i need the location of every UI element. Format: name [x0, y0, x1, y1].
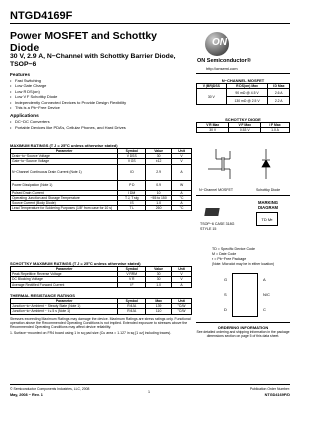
table-row: DC Blocking Voltage V R 30 V — [11, 277, 192, 282]
website-link[interactable]: http://onsemi.com — [206, 66, 238, 71]
table-row: Junction−to−Ambient − t ≤ 5 s (Note 1) R θJA 110 °C/W — [11, 309, 192, 314]
page-number: 1 — [148, 390, 150, 394]
footer-divider — [10, 384, 290, 385]
pin-label-right: C — [263, 307, 266, 312]
feature-item: • Low Gate Charge — [10, 83, 190, 88]
pin-label-right: A — [263, 277, 266, 282]
ordering-heading: ORDERING INFORMATION — [217, 325, 269, 330]
table-row: Junction−to−Ambient − Steady State (Note 1) R θJA 139 °C/W — [11, 304, 192, 309]
footer-copyright: © Semiconductor Components Industries, LLC, 2008 — [10, 387, 90, 391]
page-title: Power MOSFET and Schottky Diode — [10, 30, 158, 54]
mosfet-symbol — [208, 149, 230, 179]
feature-item: • This is a Pb−Free Device — [10, 105, 190, 110]
table-row: Source Current (Body Diode) I S 1.0 A — [11, 201, 192, 206]
marking-heading: MARKING DIAGRAM — [257, 200, 278, 210]
schottky-max-section — [10, 261, 192, 288]
feature-item: • Independently Connected Devices to Provide Design Flexibility — [10, 100, 190, 105]
marking-legend: TD = Specific Device Code M = Date Code ▪ = Pb−Free Package (Note: Microdot may be in either location) — [212, 247, 275, 266]
max-ratings-section — [10, 143, 192, 211]
note-1: 1. Surface−mounted on FR4 board using 1 in sq pad size (Cu area = 1.127 in sq [1 oz] including traces). — [10, 330, 172, 335]
schottky-table: V R Max V F Max I F Max 30 V 0.53 V 1.0 A — [196, 122, 290, 133]
logo-text: ON — [212, 37, 227, 48]
schottky-heading: SCHOTTKY DIODE — [225, 117, 261, 122]
features-list — [10, 78, 190, 110]
feature-item: • Fast Switching — [10, 78, 190, 83]
table-row: 30 V 90 mΩ @ 4.5 V 2.6 A — [197, 89, 290, 97]
table-row: Pulsed Drain Current I DM 10 A — [11, 190, 192, 195]
part-number: NTGD4169F — [10, 10, 73, 22]
table-row: Average Rectified Forward Current I F 1.0 A — [11, 282, 192, 287]
stress-note: Stresses exceeding Maximum Ratings may damage the device. Maximum Ratings are stress ratings only. Functional operation above the Recommended Operating Conditions is not implied. Extended exposure to stresses above the Recommended Operating Conditions may affect device reliability. — [10, 316, 191, 330]
thermal-table: Parameter Symbol Max Unit Junction−to−Ambient − Steady State (Note 1) R θJA 139 °C/W Junction−to−Ambient − t ≤ 5 s (Note 1) R θJA 110 °C/W — [10, 298, 192, 315]
footer-date: May, 2008 − Rev. 1 — [10, 393, 43, 397]
table-row: Drain−to−Source Voltage V DSS 30 V — [11, 154, 192, 159]
application-item: • DC−DC Converters — [10, 119, 190, 124]
thermal-section — [10, 293, 192, 335]
schottky-max-heading: SCHOTTKY MAXIMUM RATINGS (T J = 25°C unless otherwise stated) — [10, 261, 141, 266]
schottky-max-table: Parameter Symbol Value Unit Peak Repetitive Reverse Voltage V RRM 30 V DC Blocking Voltage V R 30 V Average Rectified Forward Current I F 1.0 A — [10, 266, 192, 288]
package-image — [204, 208, 219, 216]
pub-number: NTGD4169F/D — [264, 393, 290, 397]
table-row: Gate−to−Source Voltage V GS ±12 V — [11, 159, 192, 164]
max-ratings-heading: MAXIMUM RATINGS (T J = 25°C unless otherwise stated) — [10, 143, 118, 148]
table-row: Peak Repetitive Reverse Voltage V RRM 30 V — [11, 272, 192, 277]
nch-table: V (BR)DSS R DS(on) Max I D Max 30 V 90 mΩ @ 4.5 V 2.6 A 130 mΩ @ 2.5 V 2.2 A — [196, 83, 290, 105]
marking-divider — [196, 195, 290, 196]
thermal-heading: THERMAL RESISTANCE RATINGS — [10, 293, 75, 298]
features-heading: Features — [10, 73, 30, 78]
nch-section — [196, 78, 290, 105]
features-section — [10, 73, 190, 130]
pin-label-left: S — [224, 292, 227, 297]
pin-label-right: N/C — [263, 292, 270, 297]
pinout-diagram — [232, 273, 258, 317]
table-row: 130 mΩ @ 2.5 V 2.2 A — [197, 97, 290, 105]
table-header: Parameter — [11, 149, 118, 154]
pin-label-left: D — [224, 307, 227, 312]
diode-symbol — [262, 149, 270, 179]
applications-heading: Applications — [10, 114, 39, 120]
page-subtitle: 30 V, 2.9 A, N−Channel with Schottky Barrier Diode, TSOP−6 — [10, 53, 176, 68]
table-header: Symbol — [118, 149, 146, 154]
application-item: • Portable Devices like PDA’s, Cellular Phones, and Hard Drives — [10, 125, 190, 130]
table-row: Operating Junction and Storage Temperature T J, T stg −55 to 150 °C — [11, 195, 192, 200]
marking-code: TD M▪ — [261, 217, 273, 222]
table-header: Unit — [172, 149, 192, 154]
applications-list — [10, 119, 190, 130]
nch-heading: N−CHANNEL MOSFET — [221, 78, 265, 83]
table-header: Value — [146, 149, 172, 154]
ordering-text: See detailed ordering and shipping information in the package dimensions section on page 5 of this data sheet. — [196, 330, 290, 339]
table-row: Lead Temperature for Soldering Purposes (1/8″ from case for 10 s) T L 260 °C — [11, 206, 192, 211]
feature-item: • Low R DS(on) — [10, 89, 190, 94]
brand-divider — [196, 73, 290, 74]
mosfet-label: N−Channel MOSFET — [199, 188, 234, 192]
marking-box — [256, 212, 278, 226]
schematic-diagram — [196, 145, 290, 187]
feature-item: • Low V F Schottky Diode — [10, 94, 190, 99]
package-label: TSOP−6 CASE 318G STYLE 15 — [200, 222, 235, 231]
header-divider — [10, 23, 290, 24]
table-row: 30 V 0.53 V 1.0 A — [197, 128, 290, 133]
schottky-section — [196, 117, 290, 133]
table-row: Power Dissipation (Note 1) P D 0.9 W — [11, 180, 192, 190]
table-row: N−Channel Continuous Drain Current (Note 1) I D 2.9 A — [11, 164, 192, 180]
brand-name: ON Semiconductor® — [197, 58, 251, 64]
max-ratings-table — [10, 148, 192, 211]
diode-label: Schottky Diode — [256, 188, 281, 192]
pin-label-left: G — [224, 277, 228, 282]
pub-label: Publication Order Number: — [249, 387, 290, 391]
ordering-divider — [196, 322, 290, 323]
